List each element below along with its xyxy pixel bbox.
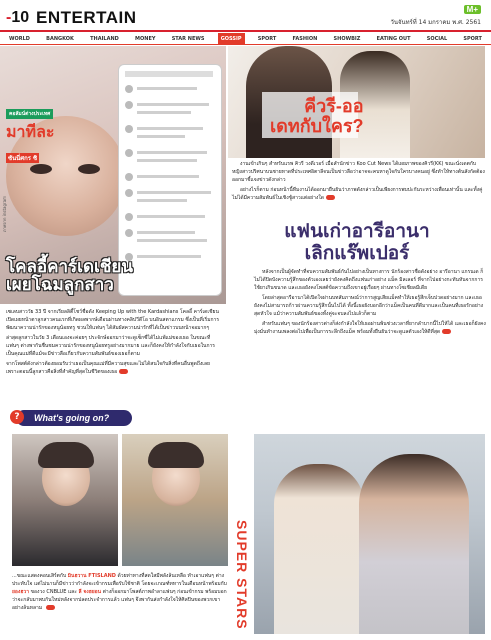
story1-headline <box>6 258 133 294</box>
headline-line: คีวรี-ออ <box>304 96 364 116</box>
text-line <box>137 239 207 242</box>
column-tag <box>6 100 54 164</box>
avatar <box>125 149 133 157</box>
section-nav <box>6 33 485 44</box>
story3-body <box>254 268 486 338</box>
nav-item-star-news[interactable]: STAR NEWS <box>171 36 205 42</box>
eye-shape <box>30 164 52 174</box>
nav-item-social[interactable]: SOCIAL <box>426 36 448 42</box>
text-line <box>137 135 185 138</box>
avatar <box>125 101 133 109</box>
paragraph: อย่างไรก็ตาม ก่อนหน้านี้ทีมงานได้ออกมายืนยันว่าภาพดังกล่าวเป็นเพียงการพบปะกันระหว่างเพื่อนเท่านั้น และทั้งคู่ไม่ได้มีความสัมพันธ์ในเชิงชู้สาวแต่อย่างใด <box>232 187 483 201</box>
highlight-name: มินฮวาน FTISLAND <box>67 573 116 579</box>
couple-photo <box>254 434 485 634</box>
hair-shape <box>38 442 94 468</box>
paragraph: หลังจากเป็นผู้จัดทำที่จบความสัมพันธ์กันไปอย่างเป็นทางการ นักร้องสาวชื่อดังอย่าง อารีอานา แกรนเด ก็ไม่ได้ปิดบังความรู้สึกของตัวเองเลยว่ายังคงคิดถึงแฟนเก่าอย่าง แม็ค มิลเลอร์ ที่จากไปอย่างกะทันหันจากการใช้ยาเกินขนาด และเธอยังคงโพสต์ข้อความถึงเขาอยู่เรื่อยๆ ผ่านทางโซเชียลมีเดีย <box>254 269 484 291</box>
nav-item-thailand[interactable]: THAILAND <box>90 36 119 42</box>
end-mark-icon <box>442 329 451 334</box>
paragraph: ล่าสุดลูกสาวในวัย 3 เดือนเองจะค่อยๆ ประจักษ์ออกมาว่าจะดูเซ็กซี่ได้ไม่แพ้แม่ของเธอ ในขณะที่แฟนๆ ต่างพากันชื่นชมความน่ารักของหนูน้อยทรูอย่างมากมาย และก็ยังคงให้กำลังใจกับเธอในการเป็นคุณแม่ที่ดีแม้จะมีข่าวลือเกี่ยวกับความสัมพันธ์ของเธอก็ตาม <box>6 335 215 357</box>
paragraph: โดยล่าสุดอารีอานาได้เปิดใจผ่านบทสัมภาษณ์ว่าการสูญเสียแม็คทำให้เธอรู้สึกเจ็บปวดอย่างมาก และเธอยังคงไม่สามารถก้าวผ่านความรู้สึกนั้นไปได้ ทั้งนี้เธอยังบอกอีกว่าแม็คเป็นคนที่ดีมากและเป็นคนที่เธอรักอย่างสุดหัวใจ แม้ว่าความสัมพันธ์ของทั้งคู่จะจบลงไปแล้วก็ตาม <box>254 295 484 317</box>
whats-going-on-box <box>6 410 232 634</box>
whats-going-on-badge: What's going on? <box>16 410 132 426</box>
end-mark-icon <box>326 195 335 200</box>
text-line <box>137 151 207 154</box>
nav-item-money[interactable]: MONEY <box>135 36 156 42</box>
story1-body <box>6 308 220 378</box>
question-icon: ? <box>10 410 24 424</box>
highlight-name: ลี จงฮยอน <box>78 589 102 595</box>
page-number: -10 <box>6 9 30 26</box>
avatar <box>125 173 133 181</box>
avatar <box>125 189 133 197</box>
text-line <box>137 127 203 130</box>
instagram-screenshot <box>118 64 222 296</box>
person-left-image <box>274 464 364 634</box>
section-title: ENTERTAIN <box>36 8 137 27</box>
text-line <box>137 103 209 106</box>
page-header <box>0 0 491 28</box>
column-tag-title: มาทีละ <box>6 124 55 141</box>
nav-item-sport[interactable]: SPORT <box>257 36 277 42</box>
nav-divider <box>0 44 491 45</box>
person-right-image <box>359 454 469 634</box>
text-line <box>137 175 199 178</box>
nav-item-eating-out[interactable]: EATING OUT <box>376 36 411 42</box>
hair-shape <box>148 442 204 468</box>
nav-item-world[interactable]: WORLD <box>9 36 30 42</box>
paragraph: สำหรับแฟนๆ ของนักร้องสาวต่างก็ส่งกำลังใจให้เธอผ่านพ้นช่วงเวลาที่ยากลำบากนี้ไปให้ได้ และเธอก็ยังคงมุ่งมั่นทำงานเพลงต่อไปเพื่อเป็นการระลึกถึงแม็ค พร้อมทั้งยืนยันว่าจะดูแลตัวเองให้ดีที่สุด <box>254 321 486 335</box>
singer-photo-left <box>12 434 118 566</box>
nav-item-showbiz[interactable]: SHOWBIZ <box>333 36 361 42</box>
text-line <box>137 199 187 202</box>
profile-bar <box>125 71 213 77</box>
column-tag-small: คอลัมน์ต่างประเทศ <box>6 109 53 119</box>
text-line <box>137 191 211 194</box>
paragraph: เซเลบสาววัย 33 ปี จากเรียลลิตี้โชว์ชื่อดัง Keeping Up with the Kardashians โคลอี้ คาร์เดเชียน เปิดเผยหน้าตาลูกสาวคนแรกที่เกิดผลพากษ์เดือนผ่านทางคลิปวีดีโอ บนอินสตาแกรม ซึ่งเป็นที่เริ่มการพัฒนาความน่ารักของหนูน้อยทรู ชวนให้แฟนๆ ได้สัมผัสความน่ารักที่ได้เป็นข่าวบนหน้าจอมากๆ <box>6 309 220 331</box>
nav-item-fashion[interactable]: FASHION <box>292 36 318 42</box>
story2-body <box>232 160 486 204</box>
headline-line: เลิกแร๊พเปอร์ <box>304 243 410 264</box>
column-tag-sub: ซันนี่ศกร ซิ <box>8 155 38 162</box>
paragraph: จากโพสต์ดังกล่าวต้องยอมรับว่าเธอเป็นคุณแม่ที่มีความสุขและไม่ได้สนใจกับสิ่งที่คนอื่นพูดถึงเลย เพราะตอนนี้ลูกสาวคือสิ่งที่สำคัญที่สุดในชีวิตของเธอ <box>6 361 210 375</box>
story3-headline <box>282 221 432 265</box>
singer-photo-right <box>122 434 228 566</box>
publication-date: วันจันทร์ที่ 14 มกราคม พ.ศ. 2561 <box>390 19 481 26</box>
end-mark-icon <box>46 605 55 610</box>
end-mark-icon <box>119 369 128 374</box>
avatar <box>125 213 133 221</box>
avatar <box>125 125 133 133</box>
text-line <box>137 231 195 234</box>
text-line <box>137 255 201 258</box>
brand-badge: M+ <box>464 5 481 14</box>
text-line <box>137 215 205 218</box>
headline-line: โคลอี้คาร์เดเชียน <box>6 257 133 276</box>
paragraph: งานเข้าเกินๆ สำหรับแรพ คิวรี วงดีเวอร์ เมื่อสำนักข่าว Koo Cut News ได้เผยภาพของคิวรี(KK) ขณะนั่งเดตกับหญิงสาวปริศนาบนชายหาดที่ประเทศอิตาลีจนเป็นข่าวลือว่าอาจจะคบหาดูใจกับใครบางคนอยู่ ซึ่งทำให้ทางต้นสังกัดต้องออกมาชี้แจงข่าวดังกล่าว <box>232 161 485 183</box>
text-line <box>137 87 197 90</box>
text-line <box>137 159 197 162</box>
whats-going-on-text: ...ขณะแสดงคอนเสิร์ตกับ มินฮวาน FTISLAND ด้วยท่าทางที่สดใสมีพลังล้นเหลือ ทำเอาแฟนๆ ต่างประทับใจ แต่ไม่นานก็มีข่าวว่ากำลังจะเข้ากรมเพื่อรับใช้ชาติ โดยจะเกณฑ์ทหารในเดือนหน้าพร้อมกับ ยองฮวา ของวง CNBLUE และ ลี จงฮยอน ต่างก็ออกมาโพสต์ภาพอำลาแฟนๆ ก่อนเข้ากรม พร้อมบอกว่าจะกลับมาพบกันใหม่หลังจากปลดประจำการแล้ว แฟนๆ จึงพากันส่งกำลังใจให้ศิลปินของพวกเขาอย่างล้นหลาม <box>12 573 227 611</box>
header-divider <box>0 30 491 32</box>
eye-shape <box>78 164 100 174</box>
story2-headline <box>270 96 364 136</box>
headline-line: เดทกับใคร? <box>270 116 364 136</box>
superstars-vertical-label: SUPER STARS <box>234 520 250 630</box>
highlight-name: ยองฮวา <box>12 589 30 595</box>
headline-line: แฟนเก่าอารีอานา <box>284 221 430 242</box>
headline-line: เผยโฉมลูกสาว <box>6 275 114 294</box>
text-line <box>137 111 191 114</box>
avatar <box>125 85 133 93</box>
avatar <box>125 229 133 237</box>
nav-item-bangkok[interactable]: BANGKOK <box>46 36 74 42</box>
nav-item-sport[interactable]: SPORT <box>463 36 482 42</box>
photo-credit: ภาพจาก instagram <box>2 196 7 233</box>
nav-item-gossip[interactable]: GOSSIP <box>218 33 245 44</box>
